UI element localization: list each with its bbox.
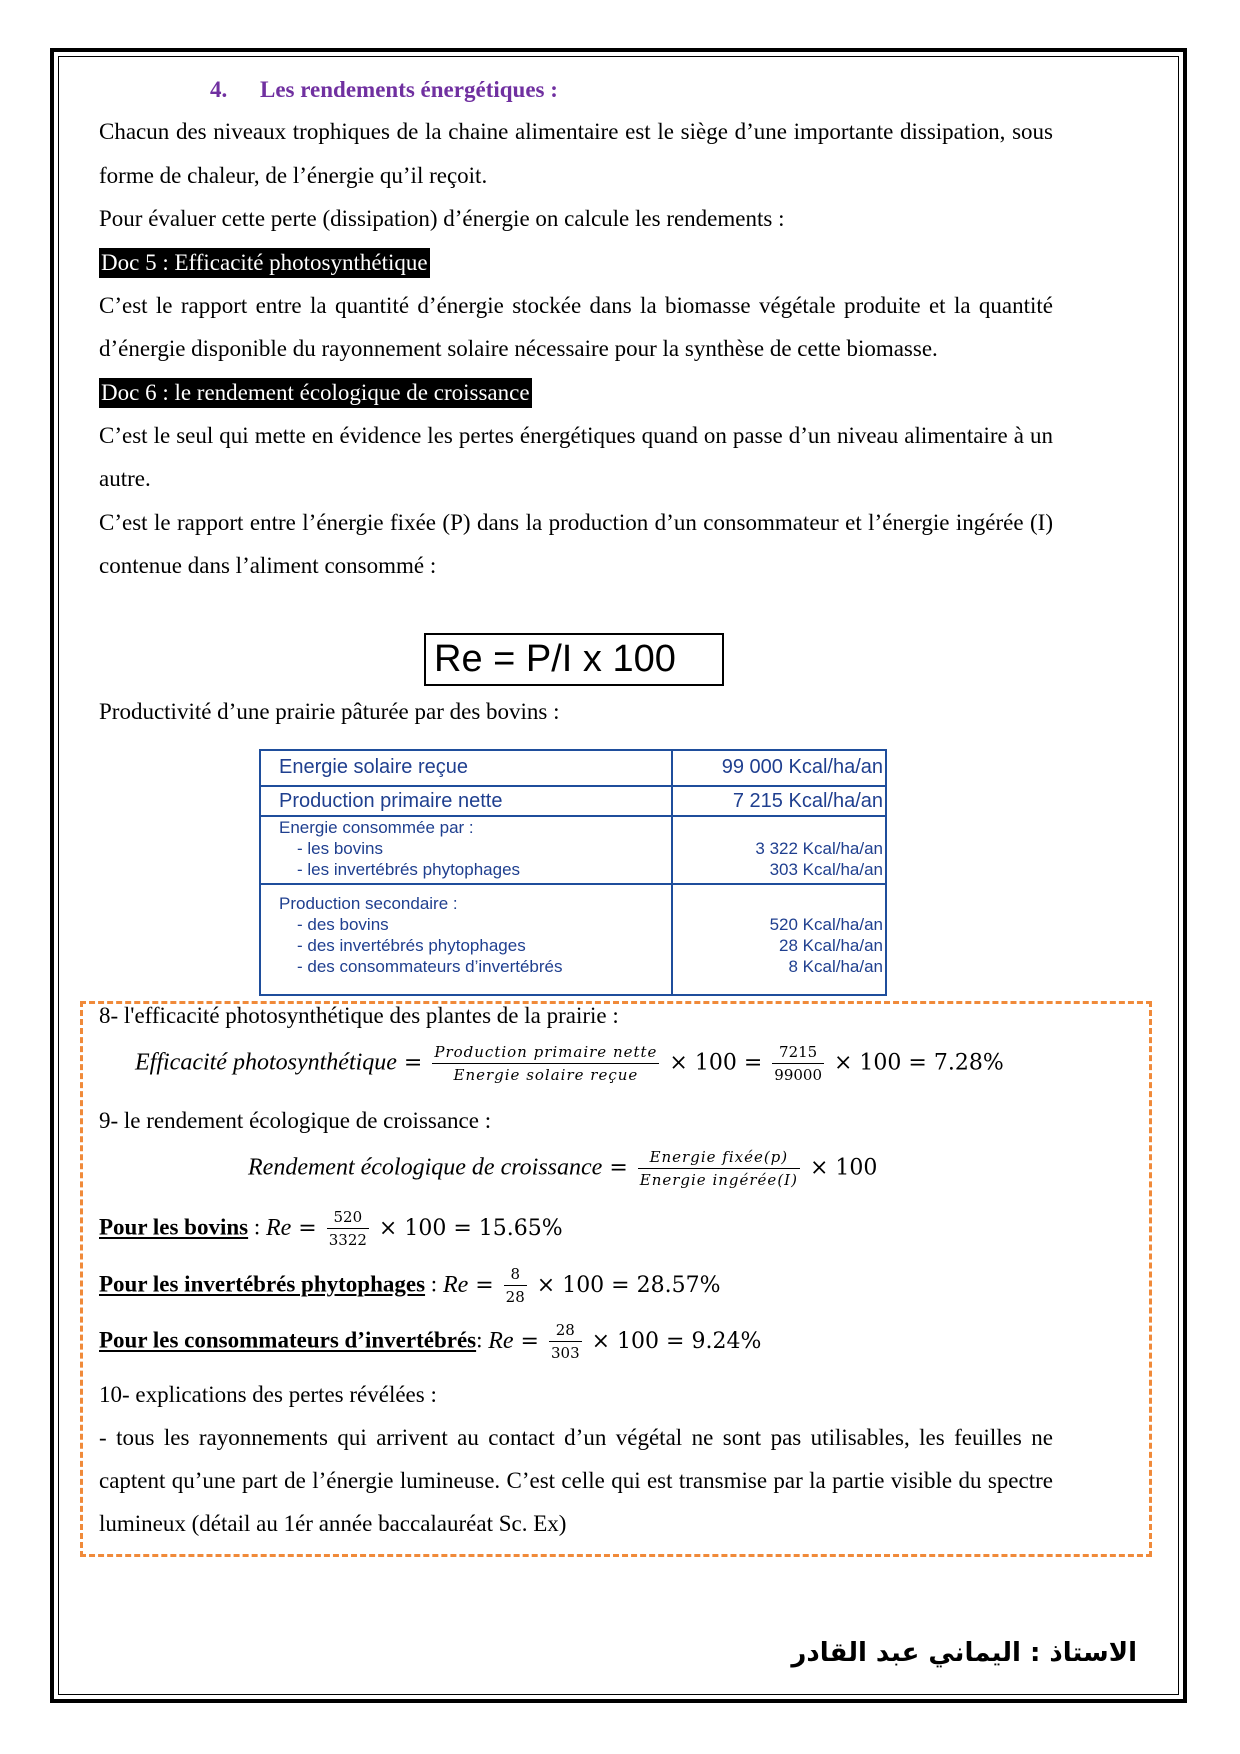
efficiency-value-fraction: $\frac{7215}{99000}$ [774, 1043, 822, 1084]
row4-value: 8 Kcal/ha/an [788, 957, 883, 976]
efficiency-fraction: $\frac{\text{Production primaire nette}}{\text{Energie solaire reçue}}$ [434, 1043, 658, 1084]
doc5-tag: Doc 5 : Efficacité photosynthétique [99, 248, 430, 278]
table-row [260, 884, 886, 995]
table-cell-value: 7 215 Kcal/ha/an [672, 786, 886, 816]
bovins-result: × 100 = 15.65% [378, 1215, 563, 1241]
table-cell-label: Production primaire nette [260, 786, 672, 816]
invertebrates-fraction: $\frac{8}{28}$ [505, 1265, 525, 1306]
table-cell-label [260, 884, 672, 995]
table-row [260, 786, 886, 816]
growth-yield-lhs: Rendement écologique de croissance [248, 1154, 603, 1181]
section-title: Les rendements énergétiques : [260, 77, 558, 102]
row4-value: 520 Kcal/ha/an [769, 915, 883, 934]
section-number: 4. [210, 77, 228, 102]
table-cell-value: 99 000 Kcal/ha/an [672, 750, 886, 786]
question-9: 9- le rendement écologique de croissance : [99, 1108, 492, 1133]
efficiency-result: × 100 = 7.28% [834, 1050, 1004, 1076]
efficiency-lhs: Efficacité photosynthétique [135, 1049, 397, 1076]
row3-item: - les invertébrés phytophages [297, 860, 521, 879]
doc6-tag: Doc 6 : le rendement écologique de croissance [99, 378, 532, 408]
teacher-signature: الاستاذ : اليماني عبد القادر [791, 1638, 1137, 1668]
row4-heading: Production secondaire : [279, 894, 458, 913]
bovins-fraction: $\frac{520}{3322}$ [328, 1208, 367, 1249]
table-row [260, 750, 886, 786]
re-formula-box: Re = P/I x 100 [424, 633, 724, 686]
row4-value: 28 Kcal/ha/an [779, 936, 883, 955]
row4-item: - des invertébrés phytophages [297, 936, 526, 955]
doc6-text-2: C’est le rapport entre l’énergie fixée (P) dans la production d’un consommateur et l’énergie ingérée (I) contenue dans l’aliment consommé : [99, 509, 1053, 578]
doc6-text-1: C’est le seul qui mette en évidence les pertes énergétiques quand on passe d’un niveau alimentaire à un autre. [99, 422, 1053, 491]
losses-explanation: - tous les rayonnements qui arrivent au contact d’un végétal ne sont pas utilisables, les feuilles ne captent qu’une part de l’énergie lumineuse. C’est celle qui est transmise par la partie visible du spectre lumineux (détail au 1ér année baccalauréat Sc. Ex) [99, 1425, 1053, 1536]
productivity-table [259, 749, 887, 996]
bovins-label: Pour les bovins [99, 1214, 249, 1240]
table-row [260, 816, 886, 884]
row4-item: - des bovins [297, 915, 389, 934]
intro-paragraph-2: Pour évaluer cette perte (dissipation) d’énergie on calcule les rendements : [99, 206, 785, 231]
invertebrates-result-line: Pour les invertébrés phytophages : Re = $\frac{8}{28}$ × 100 = 28.57% [99, 1265, 721, 1306]
row4-item: - des consommateurs d’invertébrés [297, 957, 563, 976]
table-cell-value [672, 816, 886, 884]
table-cell-value [672, 884, 886, 995]
question-10: 10- explications des pertes révélées : [99, 1382, 437, 1407]
intro-paragraph-1: Chacun des niveaux trophiques de la chaine alimentaire est le siège d’une importante dissipation, sous forme de chaleur, de l’énergie qu’il reçoit. [99, 119, 1053, 188]
bovins-result-line: Pour les bovins : Re = $\frac{520}{3322}$ × 100 = 15.65% [99, 1208, 563, 1249]
main-content [99, 70, 1053, 588]
row3-value: 3 322 Kcal/ha/an [755, 839, 883, 858]
growth-yield-formula: Rendement écologique de croissance = $\frac{\text{Energie fixée(p)}}{\text{Energie ingérée(I)}}$ × 100 [248, 1148, 878, 1189]
question-8: 8- l'efficacité photosynthétique des plantes de la prairie : [99, 1003, 619, 1028]
row3-value: 303 Kcal/ha/an [769, 860, 883, 879]
consumers-result: × 100 = 9.24% [591, 1328, 762, 1354]
consumers-result-line: Pour les consommateurs d’invertébrés: Re = $\frac{28}{303}$ × 100 = 9.24% [99, 1321, 762, 1362]
section-heading [210, 70, 1053, 110]
invertebrates-result: × 100 = 28.57% [536, 1272, 721, 1298]
row3-heading: Energie consommée par : [279, 818, 474, 837]
table-cell-label: Energie solaire reçue [260, 750, 672, 786]
table-caption: Productivité d’une prairie pâturée par des bovins : [99, 699, 560, 724]
efficiency-formula: Efficacité photosynthétique = $\frac{\text{Production primaire nette}}{\text{Energie solaire reçue}}$ × 100 = $\frac{7215}{99000}$ × 100 = 7.28% [135, 1043, 1004, 1084]
growth-yield-fraction: $\frac{\text{Energie fixée(p)}}{\text{Energie ingérée(I)}}$ [639, 1148, 798, 1189]
table-cell-label [260, 816, 672, 884]
doc5-text: C’est le rapport entre la quantité d’énergie stockée dans la biomasse végétale produite et la quantité d’énergie disponible du rayonnement solaire nécessaire pour la synthèse de cette biomasse. [99, 292, 1053, 361]
invertebrates-label: Pour les invertébrés phytophages [99, 1271, 426, 1297]
consumers-fraction: $\frac{28}{303}$ [550, 1321, 580, 1362]
row3-item: - les bovins [297, 839, 383, 858]
consumers-label: Pour les consommateurs d’invertébrés [99, 1327, 477, 1353]
